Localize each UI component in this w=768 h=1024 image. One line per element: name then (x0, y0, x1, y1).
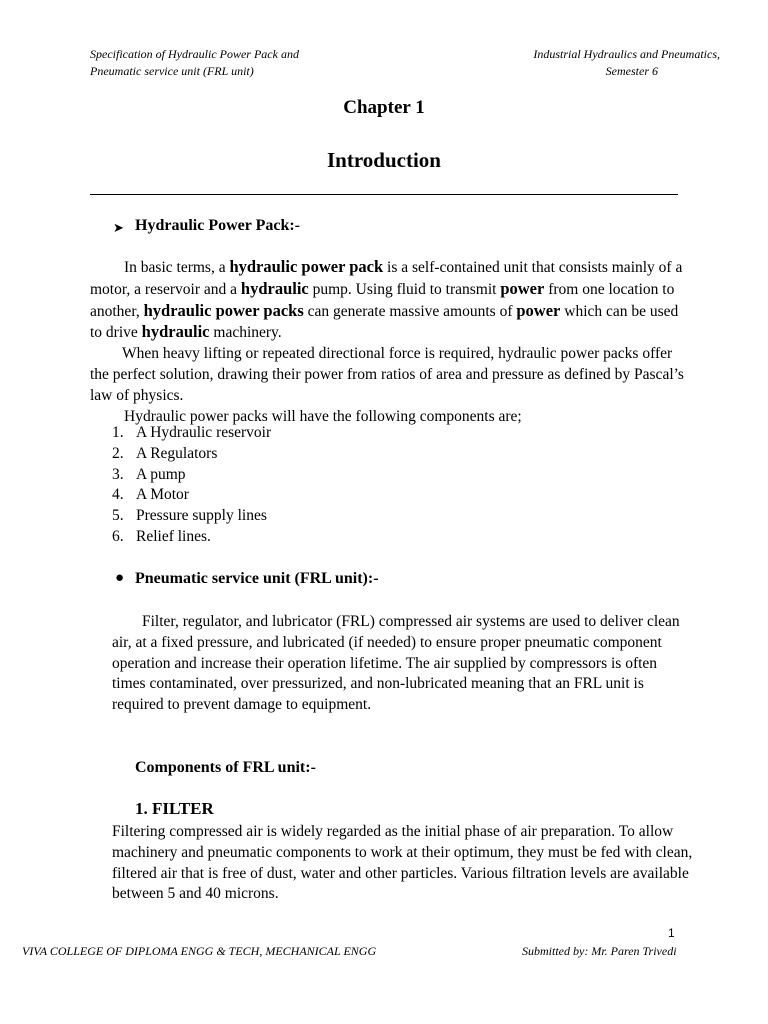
header-right-line2: Semester 6 (605, 64, 658, 78)
footer-college: VIVA COLLEGE OF DIPLOMA ENGG & TECH, MECHANICAL ENGG (22, 944, 377, 958)
list-item: 5. Pressure supply lines (112, 507, 267, 525)
bold-keyword: hydraulic (240, 278, 309, 298)
text-run: from one location to another, (90, 280, 675, 320)
list-item: 6. Relief lines. (112, 527, 211, 545)
filter-paragraph: Filtering compressed air is widely regarded as the initial phase of air preparation. To allow machinery and pneumatic components to work at their optimum, they must be fed with clean, filtered air that is free of dust, water and other particles. Various filtration levels are available between 5 and 40 microns. (112, 823, 693, 903)
title-underline-divider (90, 194, 678, 195)
text-run: machinery. (209, 324, 282, 342)
components-of-frl-heading: Components of FRL unit:- (135, 759, 316, 776)
filter-heading: 1. FILTER (135, 799, 214, 818)
paragraph-components-intro: Hydraulic power packs will have the following components are; (124, 407, 522, 425)
bold-keyword: hydraulic power packs (143, 300, 304, 320)
running-header-right (470, 46, 720, 80)
page-title: Introduction (327, 148, 441, 172)
header-left-line1: Specification of Hydraulic Power Pack and (90, 47, 299, 61)
round-bullet-icon: ● (115, 570, 125, 586)
text-run: which can be used to drive (90, 302, 679, 342)
header-right-line1: Industrial Hydraulics and Pneumatics, (533, 47, 720, 61)
text-run: pump. Using fluid to transmit (308, 280, 501, 298)
bold-keyword: power (500, 278, 545, 298)
bold-keyword: power (516, 300, 561, 320)
frl-intro-paragraph: Filter, regulator, and lubricator (FRL) compressed air systems are used to deliver clean air, at a fixed pressure, and lubricated (if needed) to ensure proper pneumatic component operation and increase their operation lifetime. The air supplied by compressors is often times contaminated, over pressurized, and non-lubricated meaning that an FRL unit is required to prevent damage to equipment. (112, 613, 680, 714)
footer-submitted-by: Submitted by: Mr. Paren Trivedi (522, 944, 677, 958)
text-run: In basic terms, a (124, 259, 230, 276)
text-run: can generate massive amounts of (303, 302, 517, 320)
hydraulic-intro-text (90, 257, 690, 427)
section-heading-hydraulic-power-pack: Hydraulic Power Pack:- (135, 217, 301, 234)
bold-keyword: hydraulic power pack (229, 257, 384, 276)
section-heading-frl-unit: Pneumatic service unit (FRL unit):- (135, 570, 379, 587)
list-item: 4. A Motor (112, 486, 189, 504)
components-list (112, 423, 512, 548)
bold-keyword: hydraulic (141, 322, 210, 342)
page-number: 1 (668, 926, 675, 940)
running-header-left (90, 46, 410, 80)
paragraph-definition (90, 257, 690, 344)
list-item: 3. A pump (112, 465, 186, 483)
arrow-bullet-icon: ➤ (113, 220, 124, 235)
list-item: 1. A Hydraulic reservoir (112, 424, 272, 441)
paragraph-pascal: When heavy lifting or repeated directional force is required, hydraulic power packs offer the perfect solution, drawing their power from ratios of area and pressure as defined by Pascal’s law of physics. (90, 345, 684, 404)
header-left-line2: Pneumatic service unit (FRL unit) (90, 64, 254, 78)
text-run: is a self-contained unit that consists mainly of a motor, a reservoir and a (90, 259, 683, 298)
chapter-label: Chapter 1 (343, 97, 425, 118)
list-item: 2. A Regulators (112, 444, 218, 462)
